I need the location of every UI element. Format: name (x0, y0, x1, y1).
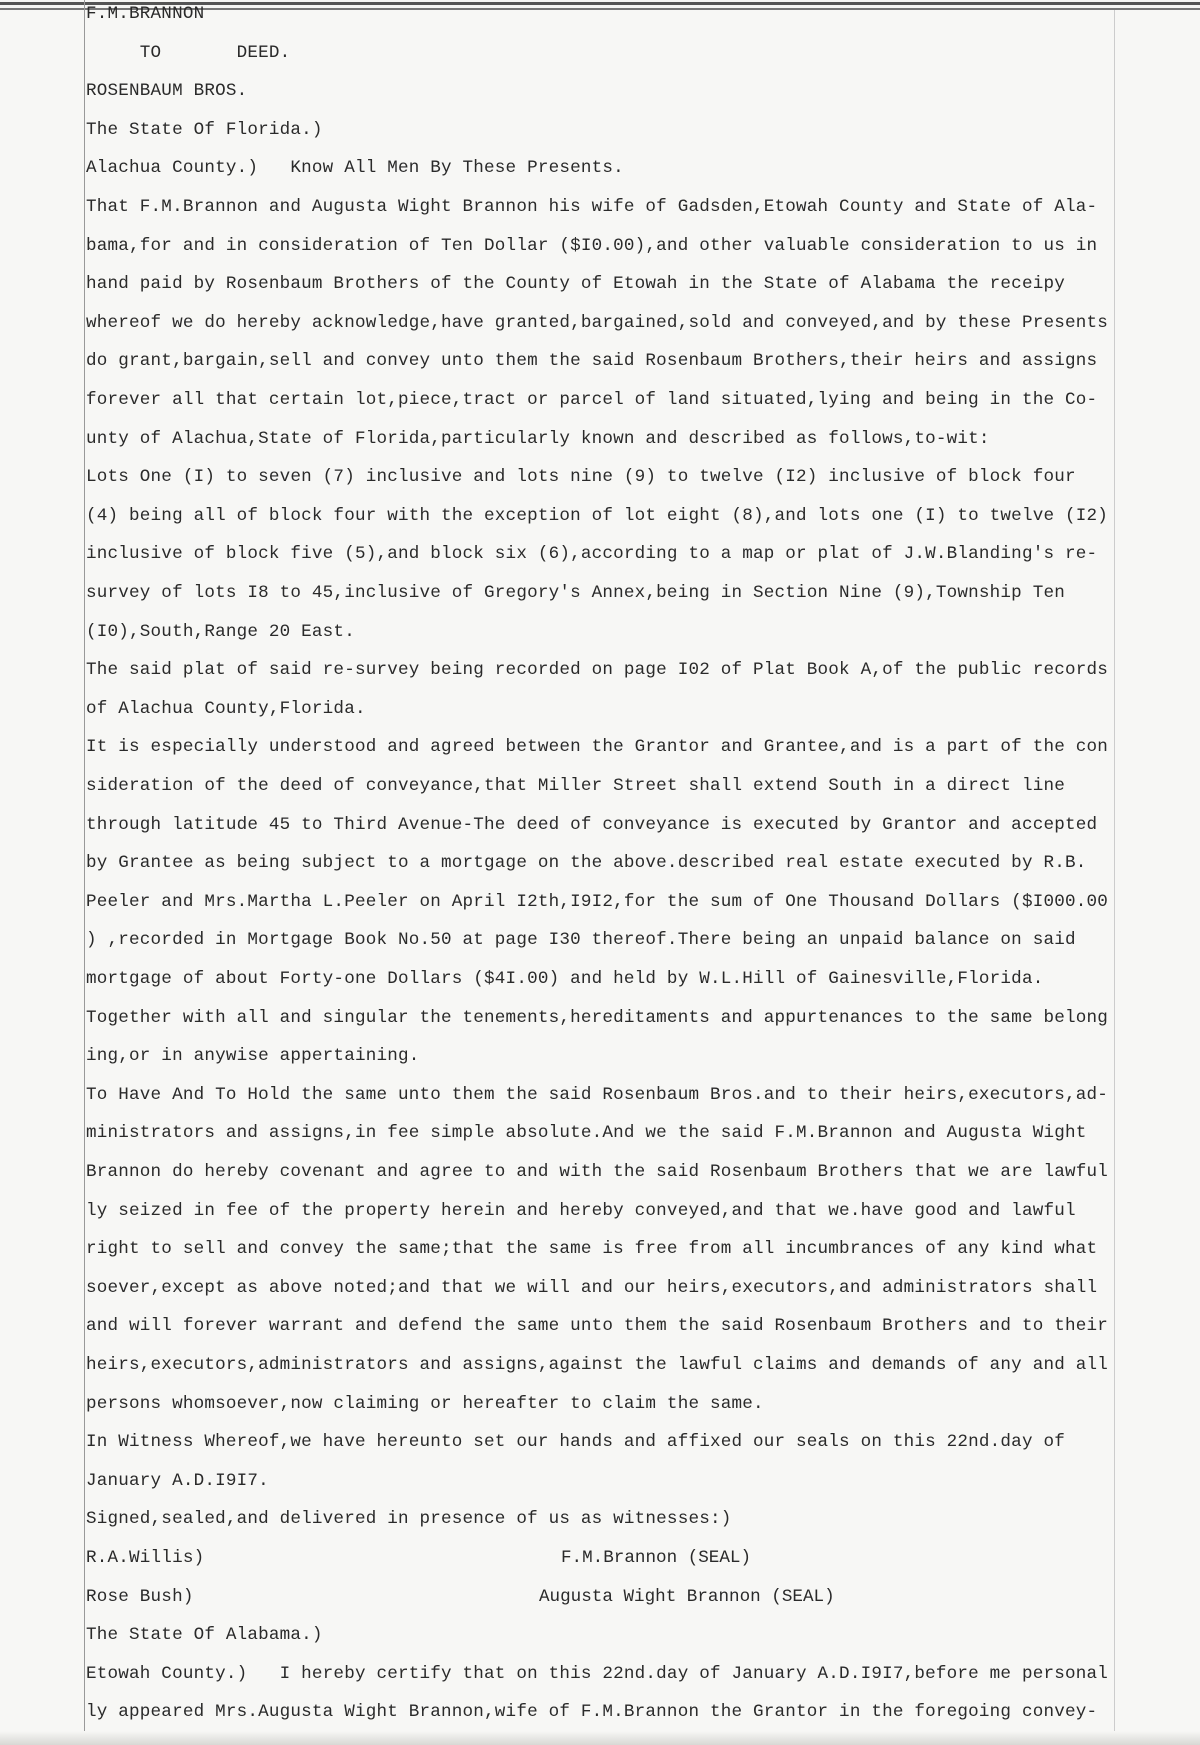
document-line: hand paid by Rosenbaum Brothers of the County of Etowah in the State of Alabama the receipy (86, 274, 1065, 295)
right-margin-line (1114, 10, 1115, 1745)
document-line: That F.M.Brannon and Augusta Wight Brannon his wife of Gadsden,Etowah County and State of Ala- (86, 197, 1098, 217)
document-line: F.M.BRANNON (86, 4, 205, 24)
document-line: ministrators and assigns,in fee simple absolute.And we the said F.M.Brannon and Augusta Wight (86, 1123, 1087, 1144)
document-line: survey of lots I8 to 45,inclusive of Gregory's Annex,being in Section Nine (9),Township Ten (86, 583, 1065, 603)
document-line: Rose Bush) (86, 1586, 194, 1607)
document-line: and will forever warrant and defend the same unto them the said Rosenbaum Brothers and to their (86, 1316, 1109, 1337)
document-line: inclusive of block five (5),and block six (6),according to a map or plat of J.W.Blanding's re- (86, 544, 1098, 565)
document-line: ing,or in anywise appertaining. (86, 1046, 420, 1067)
document-line: ly appeared Mrs.Augusta Wight Brannon,wife of F.M.Brannon the Grantor in the foregoing convey- (86, 1702, 1098, 1723)
document-line: persons whomsoever,now claiming or hereafter to claim the same. (86, 1393, 764, 1414)
document-line: TO DEED. (86, 42, 291, 63)
document-line: mortgage of about Forty-one Dollars ($4I.00) and held by W.L.Hill of Gainesville,Florida. (86, 969, 1044, 989)
document-line: In Witness Whereof,we have hereunto set our hands and affixed our seals on this 22nd.day of (86, 1432, 1065, 1453)
document-line: The State Of Alabama.) (86, 1625, 323, 1646)
document-line: R.A.Willis) (86, 1548, 205, 1568)
document-line: Lots One (I) to seven (7) inclusive and lots nine (9) to twelve (I2) inclusive of block four (86, 467, 1076, 488)
document-line: through latitude 45 to Third Avenue-The deed of conveyance is executed by Grantor and accepted (86, 814, 1098, 835)
document-line: whereof we do hereby acknowledge,have granted,bargained,sold and conveyed,and by these Presents (86, 312, 1109, 333)
document-line: The said plat of said re-survey being recorded on page I02 of Plat Book A,of the public records (86, 660, 1109, 681)
document-line: soever,except as above noted;and that we will and our heirs,executors,and administrators shall (86, 1277, 1098, 1298)
document-line: The State Of Florida.) (86, 119, 323, 140)
document-line: ROSENBAUM BROS. (86, 81, 248, 102)
document-line: ly seized in fee of the property herein and hereby conveyed,and that we.have good and lawful (86, 1200, 1076, 1221)
document-line: January A.D.I9I7. (86, 1470, 269, 1491)
document-line: Signed,sealed,and delivered in presence of us as witnesses:) (86, 1509, 732, 1530)
document-line: Brannon do hereby covenant and agree to and with the said Rosenbaum Brothers that we are lawful (86, 1162, 1109, 1182)
left-margin-line (84, 0, 85, 1745)
document-line: Peeler and Mrs.Martha L.Peeler on April I2th,I9I2,for the sum of One Thousand Dollars ($I000.00 (86, 891, 1109, 912)
page-edge (0, 1731, 1200, 1745)
document-line: (4) being all of block four with the exception of lot eight (8),and lots one (I) to twelve (I2) (86, 505, 1109, 526)
document-line: Alachua County.) Know All Men By These Presents. (86, 158, 624, 179)
document-line: unty of Alachua,State of Florida,particularly known and described as follows,to-wit: (86, 428, 990, 449)
document-line: forever all that certain lot,piece,tract or parcel of land situated,lying and being in the Co- (86, 390, 1098, 410)
document-line: of Alachua County,Florida. (86, 698, 366, 719)
document-line: by Grantee as being subject to a mortgage on the above.described real estate executed by R.B. (86, 853, 1087, 874)
document-line: bama,for and in consideration of Ten Dollar ($I0.00),and other valuable consideration to us in (86, 235, 1098, 256)
document-line: sideration of the deed of conveyance,that Miller Street shall extend South in a direct line (86, 776, 1065, 796)
document-line: It is especially understood and agreed between the Grantor and Grantee,and is a part of the con (86, 737, 1109, 758)
grantor-signature-augusta-brannon: Augusta Wight Brannon (SEAL) (539, 1586, 835, 1607)
document-line: (I0),South,Range 20 East. (86, 621, 355, 642)
grantor-signature-fm-brannon: F.M.Brannon (SEAL) (561, 1548, 752, 1568)
document-line: ) ,recorded in Mortgage Book No.50 at page I30 thereof.There being an unpaid balance on said (86, 930, 1076, 951)
document-line: right to sell and convey the same;that the same is free from all incumbrances of any kind what (86, 1239, 1098, 1260)
document-line: To Have And To Hold the same unto them the said Rosenbaum Bros.and to their heirs,executors,ad- (86, 1084, 1109, 1105)
document-line: Together with all and singular the tenements,hereditaments and appurtenances to the same belong (86, 1007, 1109, 1028)
document-line: heirs,executors,administrators and assigns,against the lawful claims and demands of any and all (86, 1355, 1109, 1375)
document-line: Etowah County.) I hereby certify that on this 22nd.day of January A.D.I9I7,before me personal (86, 1663, 1109, 1684)
document-line: do grant,bargain,sell and convey unto them the said Rosenbaum Brothers,their heirs and assigns (86, 351, 1098, 372)
